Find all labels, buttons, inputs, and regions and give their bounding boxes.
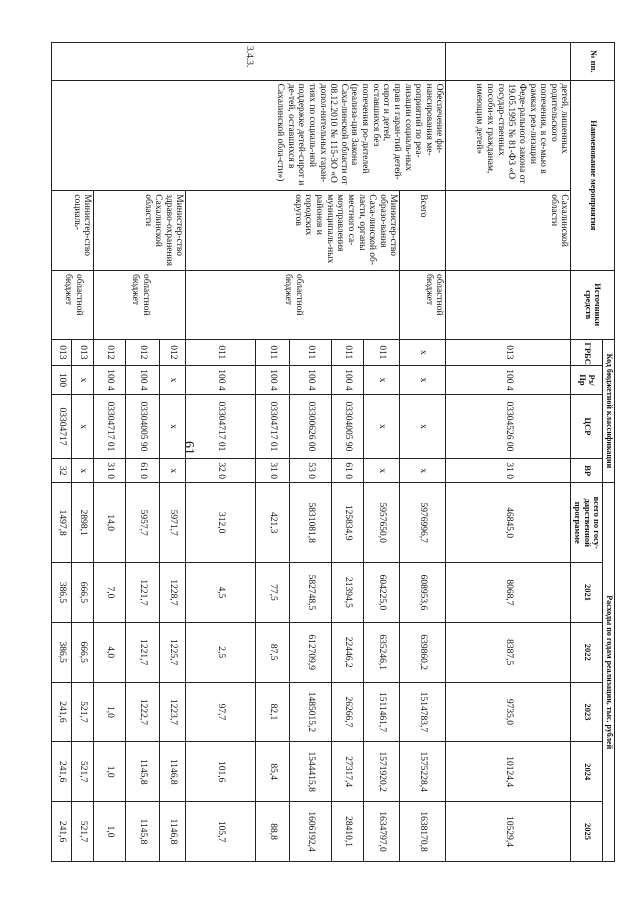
item-total-label: Всего xyxy=(400,191,446,271)
edu-4-grbs: 011 xyxy=(186,339,256,366)
social-1-grbs: 013 xyxy=(52,339,72,366)
health-2-csr: 03304717 01 xyxy=(94,394,126,458)
social-0-y2023: 521,7 xyxy=(72,682,94,742)
cont-vr: 31 0 xyxy=(446,459,571,483)
item-total-y2025: 1638170,8 xyxy=(400,802,446,862)
rotated-page xyxy=(57,42,615,862)
social-1-y2022: 386,5 xyxy=(52,622,72,682)
edu-3-y2025: 88,8 xyxy=(256,802,290,862)
edu-0-rzpr: х xyxy=(364,366,400,395)
item-total-grbs: х xyxy=(400,339,446,366)
social-0-y2022: 666,5 xyxy=(72,622,94,682)
edu-4-y2024: 101,6 xyxy=(186,742,256,802)
edu-3-y2022: 87,5 xyxy=(256,622,290,682)
health-2-y2025: 1,0 xyxy=(94,802,126,862)
social-0-y2021: 666,5 xyxy=(72,563,94,623)
item-3-4-3-body xyxy=(52,43,446,862)
edu-1-y2024: 27317,4 xyxy=(332,742,364,802)
header-code-group: Код бюджетной классификации xyxy=(603,339,615,483)
health-0-total: 5971,7 xyxy=(160,483,186,563)
edu-0-csr: х xyxy=(364,394,400,458)
cont-rzpr: 100 4 xyxy=(446,366,571,395)
health-2-y2024: 1,0 xyxy=(94,742,126,802)
social-1-y2025: 241,6 xyxy=(52,802,72,862)
social-0-rzpr: х xyxy=(72,366,94,395)
edu-3-rzpr: 100 4 xyxy=(256,366,290,395)
header-costs-group: Расходы по годам реализации, тыс. рублей xyxy=(603,483,615,862)
cont-2023: 9735,0 xyxy=(446,682,571,742)
social-0-csr: х xyxy=(72,394,94,458)
header-rzpr: Рз/ Пр xyxy=(571,366,603,395)
health-0-y2021: 1228,7 xyxy=(160,563,186,623)
social-0-y2024: 521,7 xyxy=(72,742,94,802)
edu-1-grbs: 011 xyxy=(332,339,364,366)
item-total-csr: х xyxy=(400,394,446,458)
edu-3-y2024: 85,4 xyxy=(256,742,290,802)
edu-1-total: 125834,9 xyxy=(332,483,364,563)
header-csr: ЦСР xyxy=(571,394,603,458)
continuation-row xyxy=(446,43,571,862)
item-num: 3.4.3. xyxy=(52,43,446,81)
health-1-y2025: 1145,8 xyxy=(126,802,160,862)
header-2022: 2022 xyxy=(571,622,603,682)
health-2-y2021: 7,0 xyxy=(94,563,126,623)
edu-1-y2022: 22446,2 xyxy=(332,622,364,682)
budget-table xyxy=(52,42,616,862)
health-0-y2023: 1223,7 xyxy=(160,682,186,742)
cont-2024: 10124,4 xyxy=(446,742,571,802)
edu-2-y2022: 612709,9 xyxy=(290,622,332,682)
health-2-grbs: 012 xyxy=(94,339,126,366)
health-2-vr: 31 0 xyxy=(94,459,126,483)
cont-name: детей, лишенных родительского попечения, в се-мью в рамках реа-лизации Феде-рального закона от 19.05.1995 № 81-ФЗ «О государ-ственных пособи-ях гражданам, имеющим детей» xyxy=(446,80,571,191)
health-2-rzpr: 100 4 xyxy=(94,366,126,395)
edu-1-y2021: 21394,5 xyxy=(332,563,364,623)
edu-4-csr: 03304717 01 xyxy=(186,394,256,458)
health-0-vr: х xyxy=(160,459,186,483)
social-1-csr: 03304717 xyxy=(52,394,72,458)
edu-2-y2023: 1485015,2 xyxy=(290,682,332,742)
health-1-y2022: 1221,7 xyxy=(126,622,160,682)
cont-grbs: 013 xyxy=(446,339,571,366)
edu-0-y2022: 635246,1 xyxy=(364,622,400,682)
edu-executor: Министер-ство образо-вания Саха-линской об-ласти, органы местного са-моуправления муниципаль-ных районов и городских округов xyxy=(186,191,400,271)
edu-4-y2025: 105,7 xyxy=(186,802,256,862)
edu-0-y2024: 1571920,2 xyxy=(364,742,400,802)
item-total-y2022: 639860,2 xyxy=(400,622,446,682)
social-1-total: 1497,8 xyxy=(52,483,72,563)
social-executor: Министер-ство социаль- xyxy=(52,191,94,271)
page-number: 61 xyxy=(181,441,196,455)
edu-0-total: 5957650,0 xyxy=(364,483,400,563)
edu-4-total: 312,0 xyxy=(186,483,256,563)
edu-0-y2021: 604225,0 xyxy=(364,563,400,623)
budget-table-sheet xyxy=(57,42,615,862)
edu-1-csr: 03304005 90 xyxy=(332,394,364,458)
edu-2-total: 5831081,8 xyxy=(290,483,332,563)
header-name: Наименование мероприятия xyxy=(571,80,615,270)
cont-2021: 8068,7 xyxy=(446,563,571,623)
item-total-y2024: 1575228,4 xyxy=(400,742,446,802)
cont-total: 46845,0 xyxy=(446,483,571,563)
cont-2022: 8387,5 xyxy=(446,622,571,682)
cont-2025: 10529,4 xyxy=(446,802,571,862)
health-1-y2024: 1145,8 xyxy=(126,742,160,802)
cont-num xyxy=(446,43,571,81)
header-2023: 2023 xyxy=(571,682,603,742)
header-grbs: ГРБС xyxy=(571,339,603,366)
health-0-grbs: 012 xyxy=(160,339,186,366)
edu-2-rzpr: 100 4 xyxy=(290,366,332,395)
header-vr: ВР xyxy=(571,459,603,483)
item-total-source: областной бюджет xyxy=(400,270,446,339)
health-1-csr: 03304005 90 xyxy=(126,394,160,458)
edu-2-vr: 53 0 xyxy=(290,459,332,483)
cont-executor: Сахалинской области xyxy=(446,191,571,271)
edu-1-y2023: 26266,7 xyxy=(332,682,364,742)
edu-3-vr: 31 0 xyxy=(256,459,290,483)
social-0-total: 2898,1 xyxy=(72,483,94,563)
header-total: всего по госу-дарственной программе xyxy=(571,483,603,563)
item-total-vr: х xyxy=(400,459,446,483)
edu-source: областной бюджет xyxy=(186,270,400,339)
edu-3-y2021: 77,5 xyxy=(256,563,290,623)
edu-0-y2025: 1634797,0 xyxy=(364,802,400,862)
cont-csr: 03304526 00 xyxy=(446,394,571,458)
edu-4-y2022: 2,5 xyxy=(186,622,256,682)
edu-0-grbs: 011 xyxy=(364,339,400,366)
edu-4-y2023: 97,7 xyxy=(186,682,256,742)
health-0-rzpr: х xyxy=(160,366,186,395)
edu-4-y2021: 4,5 xyxy=(186,563,256,623)
social-0-vr: х xyxy=(72,459,94,483)
edu-1-y2025: 28410,1 xyxy=(332,802,364,862)
item-name: Обеспечение фи-нансирования ме-роприятий по реа-лизации социаль-ных прав и гаран-тий детей-сирот и детей, оставшихся без попечения ро-дителей (реализа-ция Закона Саха-линской области от 08.12.2010 № 115-ЗО «О допол-нительных гаран-тиях по социаль-ной поддержке детей-сирот и де-тей, оставшихся в Сахалинской обла-сти») xyxy=(52,80,446,191)
item-total-total: 5976996,7 xyxy=(400,483,446,563)
health-executor: Министер-ство здраво-охранения Сахалинской области xyxy=(94,191,186,271)
item-total-rzpr: х xyxy=(400,366,446,395)
health-1-grbs: 012 xyxy=(126,339,160,366)
health-0-y2022: 1225,7 xyxy=(160,622,186,682)
health-1-rzpr: 100 4 xyxy=(126,366,160,395)
health-0-csr: х xyxy=(160,394,186,458)
header-2024: 2024 xyxy=(571,742,603,802)
social-1-y2021: 386,5 xyxy=(52,563,72,623)
edu-2-csr: 03300626 00 xyxy=(290,394,332,458)
social-0-y2025: 521,7 xyxy=(72,802,94,862)
edu-3-y2023: 82,1 xyxy=(256,682,290,742)
health-2-y2023: 1,0 xyxy=(94,682,126,742)
edu-2-y2025: 1606192,4 xyxy=(290,802,332,862)
health-1-y2021: 1221,7 xyxy=(126,563,160,623)
header-source: Источники средств xyxy=(571,270,615,339)
item-total-y2023: 1514783,7 xyxy=(400,682,446,742)
edu-2-y2024: 1544415,8 xyxy=(290,742,332,802)
edu-0-vr: х xyxy=(364,459,400,483)
header-2021: 2021 xyxy=(571,563,603,623)
health-1-total: 5957,7 xyxy=(126,483,160,563)
health-0-y2024: 1146,8 xyxy=(160,742,186,802)
social-1-vr: 32 xyxy=(52,459,72,483)
header-2025: 2025 xyxy=(571,802,603,862)
edu-1-vr: 61 0 xyxy=(332,459,364,483)
social-1-y2024: 241,6 xyxy=(52,742,72,802)
edu-3-grbs: 011 xyxy=(256,339,290,366)
edu-3-csr: 03304717 01 xyxy=(256,394,290,458)
edu-3-total: 421,3 xyxy=(256,483,290,563)
health-1-vr: 61 0 xyxy=(126,459,160,483)
health-2-y2022: 4,0 xyxy=(94,622,126,682)
item-total-row xyxy=(400,43,446,862)
health-1-y2023: 1222,7 xyxy=(126,682,160,742)
edu-0-y2023: 1511461,7 xyxy=(364,682,400,742)
cont-source xyxy=(446,270,571,339)
header-row-1 xyxy=(603,43,615,862)
edu-2-y2021: 582748,5 xyxy=(290,563,332,623)
item-total-y2021: 608953,6 xyxy=(400,563,446,623)
social-source: областной бюджет xyxy=(52,270,94,339)
health-0-y2025: 1146,8 xyxy=(160,802,186,862)
social-1-rzpr: 100 xyxy=(52,366,72,395)
edu-4-rzpr: 100 4 xyxy=(186,366,256,395)
health-source: областной бюджет xyxy=(94,270,186,339)
header-num: № пп. xyxy=(571,43,615,81)
edu-4-vr: 32 0 xyxy=(186,459,256,483)
social-1-y2023: 241,6 xyxy=(52,682,72,742)
health-2-total: 14,0 xyxy=(94,483,126,563)
social-0-grbs: 013 xyxy=(72,339,94,366)
edu-2-grbs: 011 xyxy=(290,339,332,366)
edu-1-rzpr: 100 4 xyxy=(332,366,364,395)
